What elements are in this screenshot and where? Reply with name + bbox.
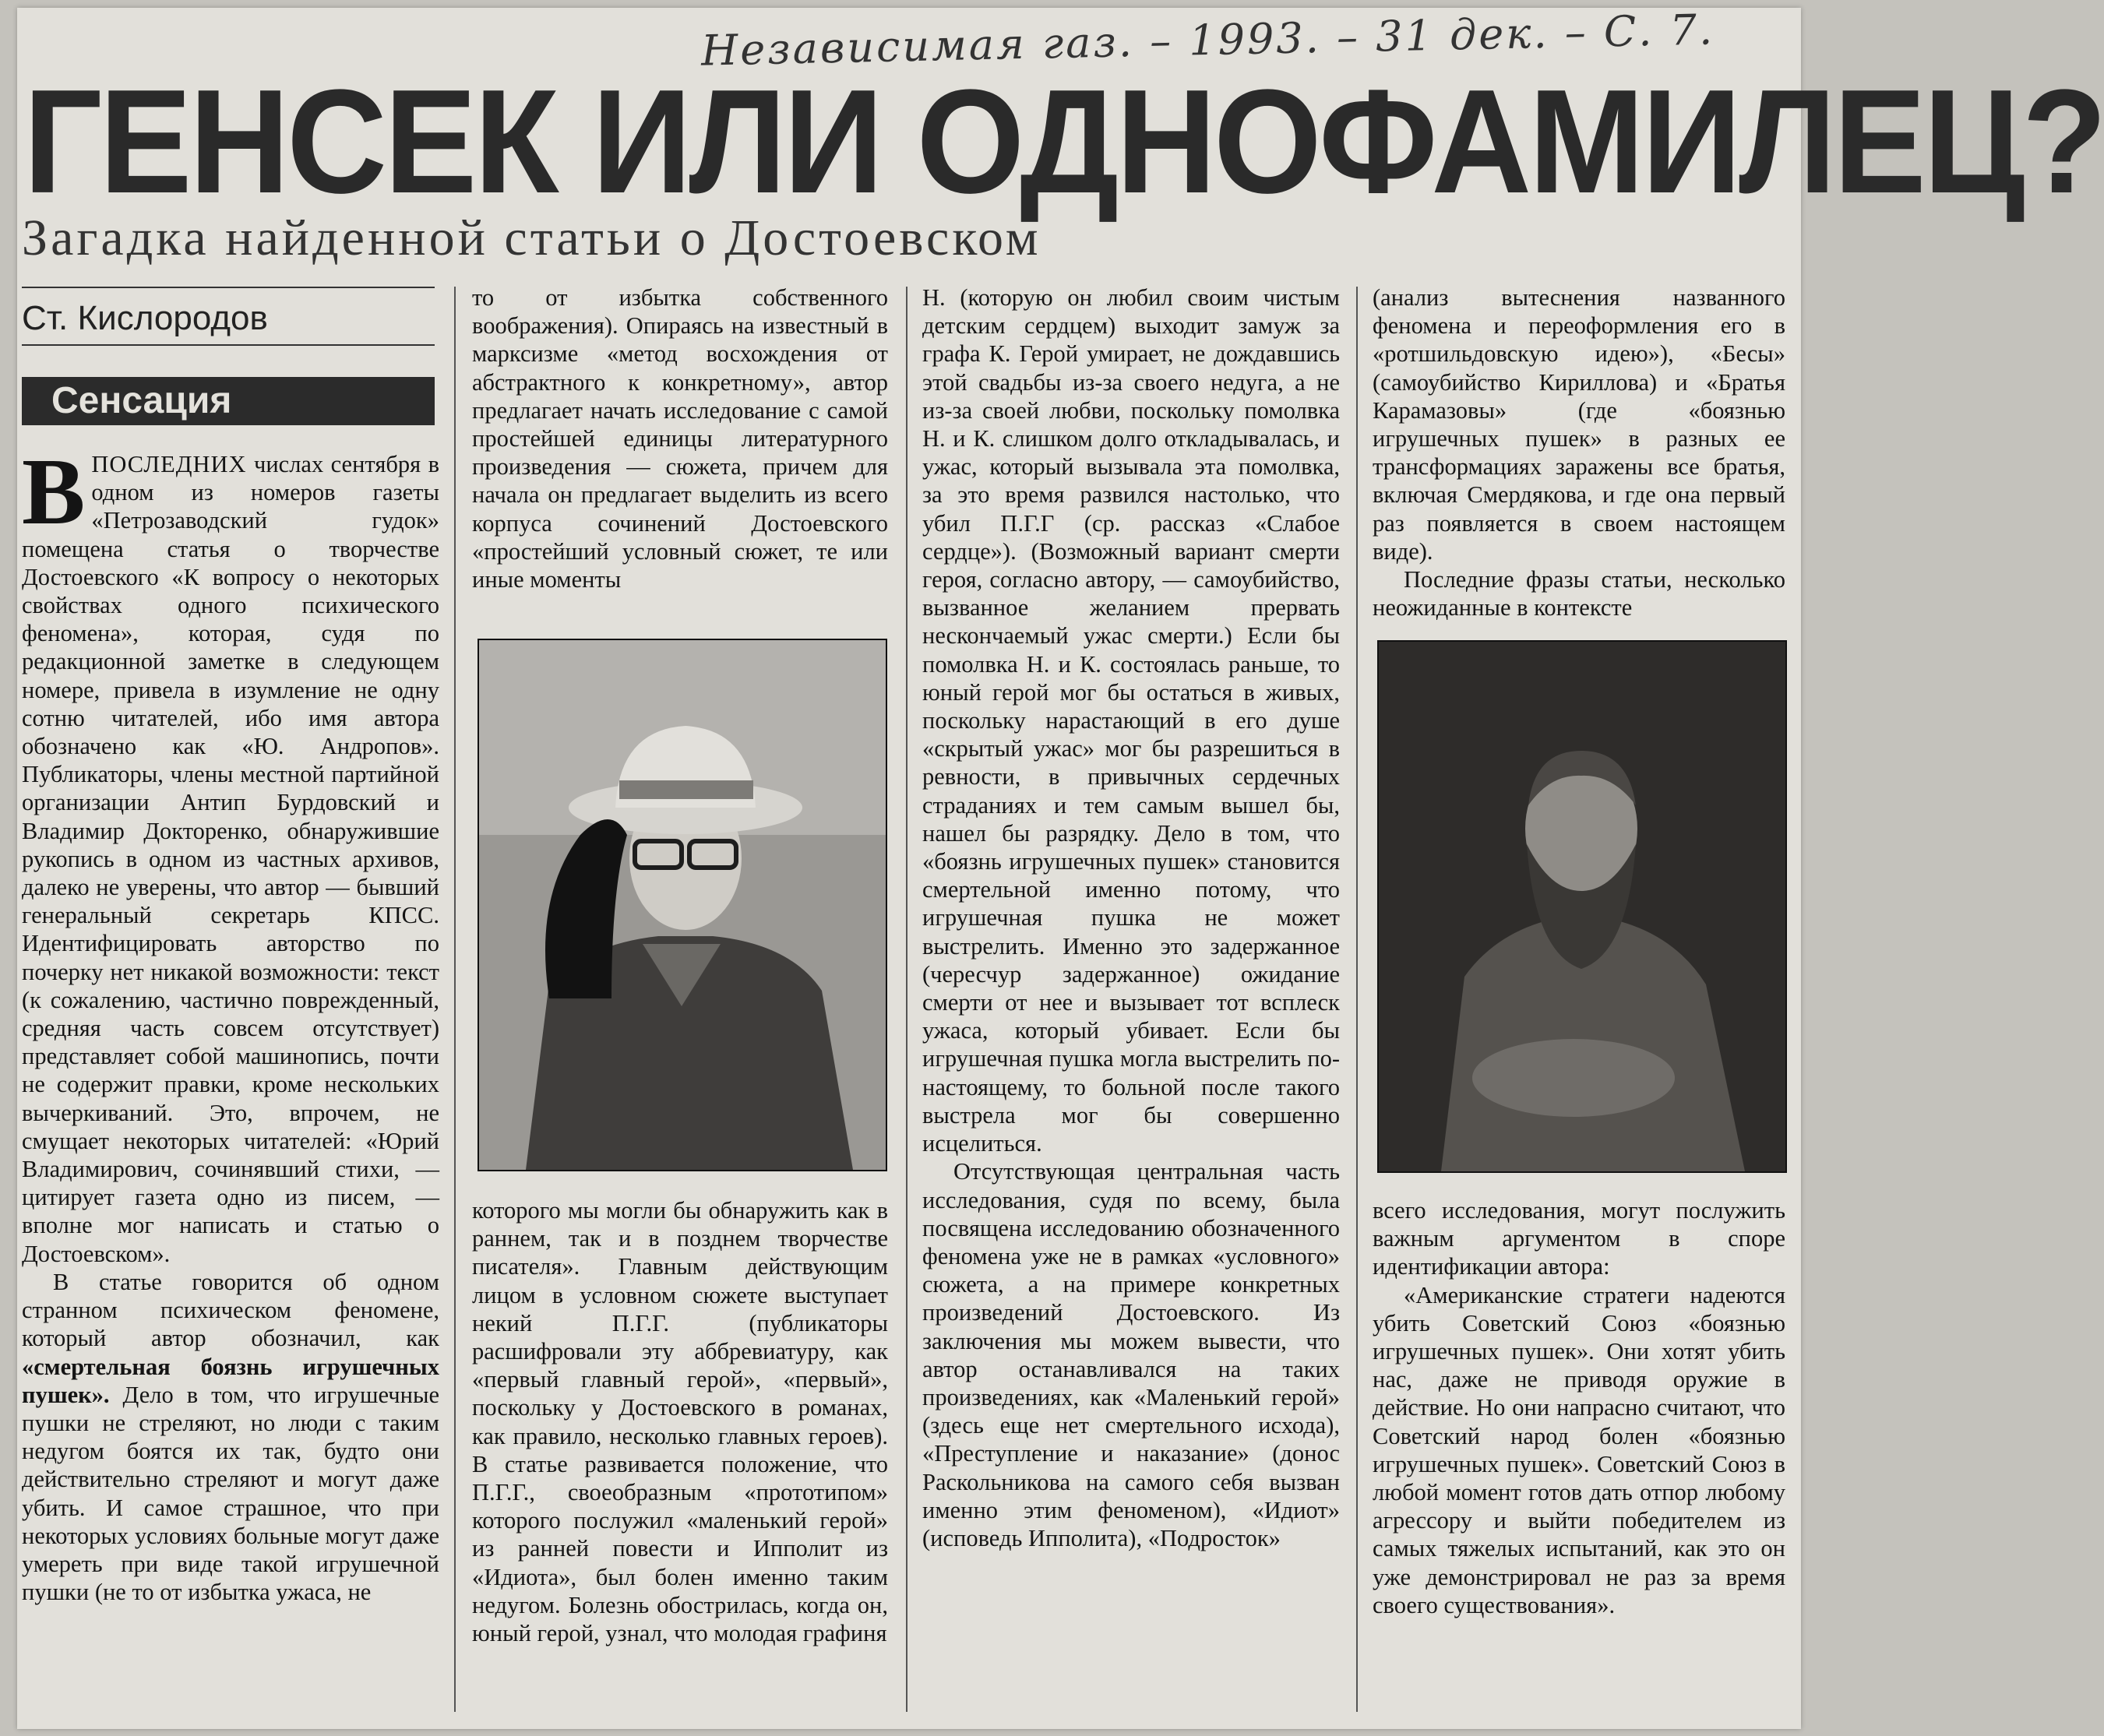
- byline-rule-top: [22, 287, 435, 288]
- paragraph-text: (анализ вытеснения названного феномена и переоформления его в «ротшильдовскую идею»), «Бесы» (самоубийство Кириллова) и «Братья Карамазовы» (где «боязнью игрушечных пушек» в разных ее трансформациях заражены все братья, включая Смердякова, и где она первый раз появляется в своем настоящем виде).: [1373, 284, 1785, 565]
- paragraph-text: числах сентября в одном из номеров газеты «Петрозаводский гудок» помещена статья о творчестве Достоевского «К вопросу о некоторых свойствах одного психического феномена», которая, судя по редакционной заметке в следующем номере, привела в изумление не одну сотню читателей, ибо имя автора обозначено как «Ю. Андропов». Публикаторы, члены местной партийной организации Антип Бурдовский и Владимир Докторенко, обнаружившие рукопись в одном из частных архивов, далеко не уверены, что автор — бывший генеральный секретарь КПСС. Идентифицировать авторство по почерку нет никакой возможности: текст (к сожалению, частично поврежденный, средняя часть совсем отсутствует) представляет собой машинопись, почти не содержит правки, кроме нескольких вычеркиваний. Это, впрочем, не смущает некоторых читателей: «Юрий Владимирович, сочинявший стихи, — цитирует газета одно из писем, — вполне мог написать и статью о Достоевском».: [22, 451, 439, 1267]
- article-column-2-top: [472, 283, 888, 626]
- byline-rule-bottom: [22, 344, 435, 346]
- paragraph-text: «Американские стратеги надеются убить Советский Союз «боязнью игрушечных пушек». Они хотят убить нас, даже не приводя оружие в действие. Но они напрасно считают, что Советский народ болен «боязнью игрушечных пушек». Советский Союз в любой момент готов дать отпор любому агрессору и выйти победителем из самых тяжелых испытаний, как это он уже демонстрировал не раз за время своего существования».: [1373, 1281, 1785, 1618]
- photo-andropov: [478, 639, 887, 1171]
- lead-caps: ПОСЛЕДНИХ: [91, 451, 247, 477]
- paragraph-text: Последние фразы статьи, несколько неожиданные в контексте: [1373, 566, 1785, 622]
- paragraph: [22, 1268, 439, 1606]
- paragraph-text: Дело в том, что игрушечные пушки не стреляют, но люди с таким недугом боятся их так, будто они действительно стреляют и могут даже убить. И самое страшное, что при некоторых условиях больные могут даже умереть при виде такой игрушечной пушки (не то от избытка ужаса, не: [22, 1381, 439, 1606]
- article-column-1: [22, 439, 439, 1720]
- byline: Ст. Кислородов: [22, 299, 268, 337]
- article-column-4-top: [1373, 283, 1785, 634]
- handwritten-citation-note: Независимая газ. – 1993. – 31 дек. – С. 7.: [700, 5, 1715, 76]
- article-column-2-bottom: [472, 1196, 888, 1710]
- bold-phrase: «смертельная боязнь игрушечных пушек».: [22, 1353, 439, 1408]
- column-divider: [906, 287, 908, 1712]
- column-divider: [1356, 287, 1358, 1712]
- rubric-label: Сенсация: [22, 377, 435, 425]
- subtitle: Загадка найденной статьи о Достоевском: [22, 210, 1041, 266]
- article-column-3: [922, 283, 1340, 1712]
- portrait-bearded-man-image: [1379, 642, 1785, 1171]
- drop-cap: В: [22, 439, 86, 544]
- paragraph-text: Н. (которую он любил своим чистым детским сердцем) выходит замуж за графа К. Герой умирает, не дождавшись этой свадьбы из-за своего недуга, а не из-за своей любви, поскольку помолвка Н. и К. слишком долго откладывалась, и ужас, который вызывала эта помолвка, за это время развился настолько, что убил П.Г.Г (ср. рассказ «Слабое сердце»). (Возможный вариант смерти героя, согласно автору, — самоубийство, вызванное желанием прервать нескончаемый ужас смерти.) Если бы помолвка Н. и К. состоялась раньше, то юный герой мог бы остаться в живых, поскольку нарастающий в его душе «скрытый ужас» мог бы разрешиться в ревности, в привычных сердечных страданиях и тем самым вышел бы, нашел бы разрядку. Дело в том, что «боязнь игрушечных пушек» становится смертельной именно потому, что игрушечная пушка не может выстрелить. Именно это задержанное (чересчур задержанное) ожидание смерти от нее и вызывает тот всплеск ужаса, который убивает. Если бы игрушечная пушка могла выстрелить по-настоящему, то больной после такого выстрела мог бы совершенно исцелиться.: [922, 284, 1340, 1157]
- paragraph-text: всего исследования, могут послужить важным аргументом в споре идентификации автора:: [1373, 1197, 1785, 1280]
- paragraph-text: которого мы могли бы обнаружить как в раннем, так и в позднем творчестве писателя». Главным действующим лицом в условном сюжете выступает некий П.Г.Г. (публикаторы расшифровали эту аббревиатуру, как «первый главный герой», «первый», поскольку у Достоевского в романах, как правило, несколько главных героев). В статье развивается положение, что П.Г.Г., своеобразным «прототипом» которого послужил «маленький герой» из ранней повести и Ипполит из «Идиота», был болен именно таким недугом. Болезнь обострилась, когда он, юный герой, узнал, что молодая графиня: [472, 1197, 888, 1647]
- paragraph: [22, 439, 439, 1268]
- paragraph-text: то от избытка собственного воображения). Опираясь на известный в марксизме «метод восхождения от абстрактного к конкретному», автор предлагает начать исследование с самой простейшей единицы литературного произведения — сюжета, причем для начала он предлагает выделить из всего корпуса сочинений Достоевского «простейший условный сюжет, те или иные моменты: [472, 284, 888, 593]
- paragraph-text: Отсутствующая центральная часть исследования, судя по всему, была посвящена исследованию обозначенного феномена уже не в рамках «условного» сюжета, а на примере конкретных произведений Достоевского. Из заключения мы можем вывести, что автор останавливался на таких произведениях, как «Маленький герой» (здесь еще нет смертельного исхода), «Преступление и наказание» (донос Раскольникова на самого себя вызван именно этим феноменом), «Идиот» (исповедь Ипполита), «Подросток»: [922, 1158, 1340, 1551]
- paragraph-text: В статье говорится об одном странном психическом феномене, который автор обозначил, как: [22, 1268, 439, 1352]
- column-divider: [454, 287, 456, 1712]
- photo-dostoevsky: [1377, 640, 1787, 1173]
- photo-man-in-hat-waving-image: [479, 640, 886, 1170]
- headline: ГЕНСЕК ИЛИ ОДНОФАМИЛЕЦ?: [23, 59, 2104, 224]
- article-column-4-bottom: [1373, 1196, 1785, 1718]
